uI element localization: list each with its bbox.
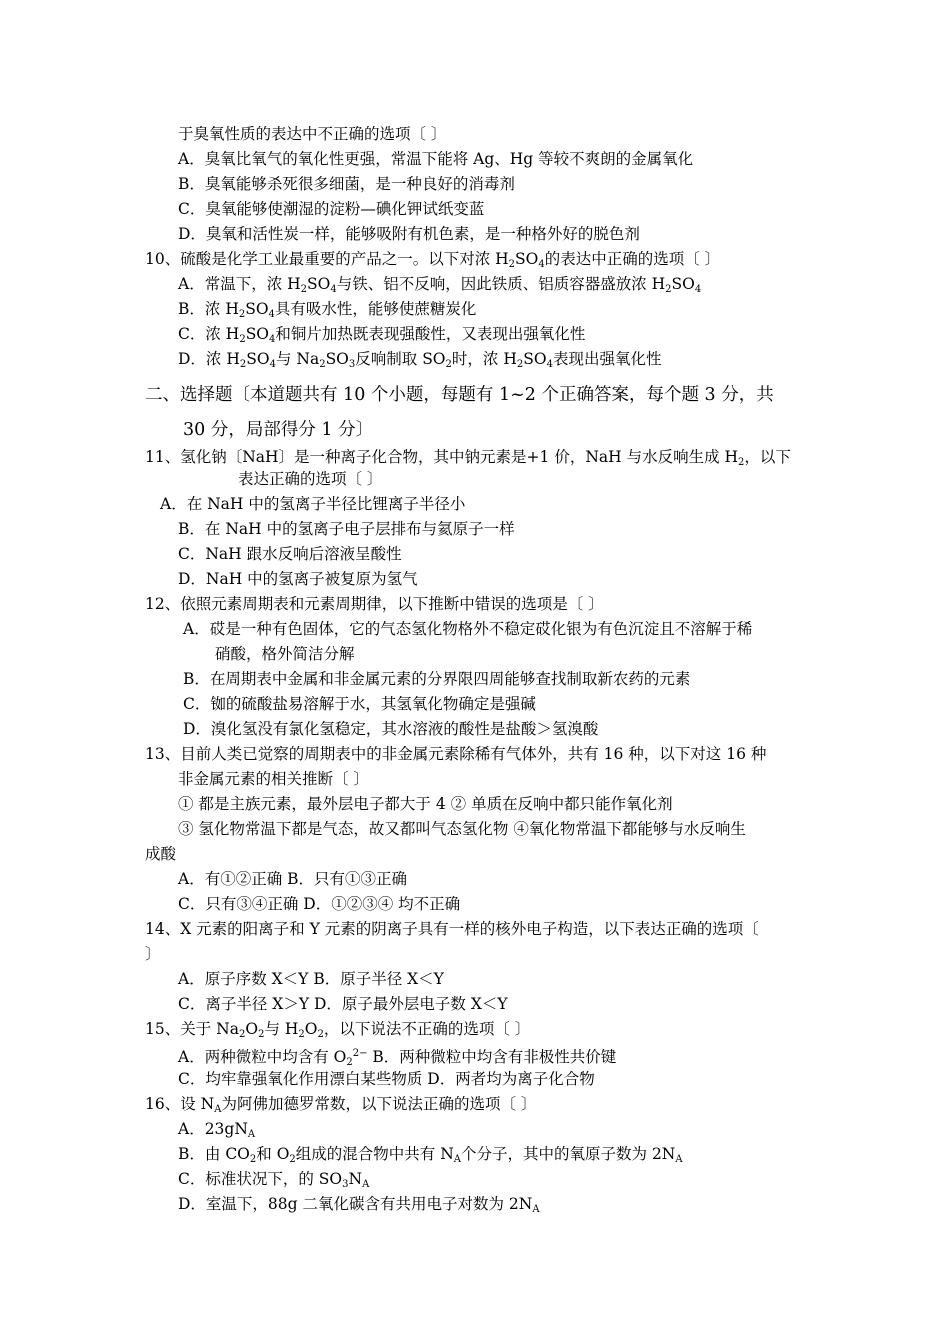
text-line: 12、依照元素周期表和元素周期律，以下推断中错误的选项是〔 〕 (145, 595, 604, 613)
text-line: 成酸 (145, 845, 177, 863)
text-line: 16、设 $N_A$为阿佛加德罗常数，以下说法正确的选项〔 〕 (145, 1095, 537, 1115)
text-line: 二、选择题〔本道题共有 10 个小题，每题有 1~2 个正确答案，每个题 3 分，共 (145, 385, 774, 405)
text-line: C．只有③④正确 D．①②③④ 均不正确 (178, 895, 461, 913)
text-line: D．浓 $H_2SO_4$与 $Na_2SO_3$反响制取 $SO_2$时，浓 $H_2SO_4$表现出强氧化性 (178, 350, 662, 370)
text-line: 11、氢化钠〔NaH〕是一种离子化合物，其中钠元素是+1 价，NaH 与水反响生成 $H_2$，以下 (145, 448, 791, 468)
text-line: A．常温下，浓 $H_2SO_4$与铁、铝不反响，因此铁质、铝质容器盛放浓 $H_2SO_4$ (178, 275, 702, 295)
text-line: A．臭氧比氧气的氧化性更强，常温下能将 Ag、Hg 等较不爽朗的金属氧化 (178, 150, 694, 168)
text-line: 非金属元素的相关推断〔 〕 (178, 770, 369, 788)
text-line: C．标准状况下，的 $SO_3N_A$ (178, 1170, 370, 1190)
text-line: C．均牢靠强氧化作用漂白某些物质 D．两者均为离子化合物 (178, 1070, 595, 1088)
text-line: C．铷的硫酸盐易溶解于水，其氢氧化物确定是强碱 (183, 695, 536, 713)
text-line: 于臭氧性质的表达中不正确的选项〔 〕 (178, 125, 447, 143)
text-line: D．臭氧和活性炭一样，能够吸附有机色素，是一种格外好的脱色剂 (178, 225, 640, 243)
text-line: ① 都是主族元素，最外层电子都大于 4 ② 单质在反响中都只能作氧化剂 (178, 795, 673, 813)
text-line: B．由 $CO_2$和 $O_2$组成的混合物中共有 $N_A$个分子，其中的氧原子数为 $2N_A$ (178, 1145, 683, 1165)
text-line: ③ 氢化物常温下都是气态，故又都叫气态氢化物 ④氧化物常温下都能够与水反响生 (178, 820, 746, 838)
text-line: A．原子序数 X＜Y B．原子半径 X＜Y (178, 970, 444, 988)
text-line: 10、硫酸是化学工业最重要的产品之一。以下对浓 $H_2SO_4$的表达中正确的选项〔 〕 (145, 250, 721, 270)
text-line: D．溴化氢没有氯化氢稳定，其水溶液的酸性是盐酸＞氢溴酸 (183, 720, 599, 738)
text-line: B．在周期表中金属和非金属元素的分界限四周能够查找制取新农药的元素 (183, 670, 691, 688)
text-line: C．臭氧能够使潮湿的淀粉—碘化钾试纸变蓝 (178, 200, 485, 218)
text-line: B．臭氧能够杀死很多细菌，是一种良好的消毒剂 (178, 175, 515, 193)
text-line: A．砹是一种有色固体，它的气态氢化物格外不稳定砹化银为有色沉淀且不溶解于稀 (183, 620, 753, 638)
text-line: 30 分，局部得分 1 分〕 (183, 420, 374, 440)
text-line: D．NaH 中的氢离子被复原为氢气 (178, 570, 418, 588)
text-line: 表达正确的选项〔 〕 (238, 470, 383, 488)
text-line: A．在 NaH 中的氢离子半径比锂离子半径小 (160, 495, 466, 513)
text-line: C．浓 $H_2SO_4$和铜片加热既表现强酸性，又表现出强氧化性 (178, 325, 586, 345)
text-line: 〕 (145, 945, 161, 963)
text-line: B．在 NaH 中的氢离子电子层排布与氦原子一样 (178, 520, 515, 538)
text-line: 14、X 元素的阳离子和 Y 元素的阴离子具有一样的核外电子构造，以下表达正确的选项〔 (145, 920, 759, 938)
text-line: A．有①②正确 B．只有①③正确 (178, 870, 408, 888)
text-line: 13、目前人类已觉察的周期表中的非金属元素除稀有气体外，共有 16 种，以下对这 16 种 (145, 745, 767, 763)
text-line: A．两种微粒中均含有 $O_2^{2-}$ B．两种微粒中均含有非极性共价键 (178, 1048, 617, 1068)
text-line: 15、关于 $Na_2O_2$与 $H_2O_2$，以下说法不正确的选项〔 〕 (145, 1020, 531, 1040)
text-line: C．离子半径 X＞Y D．原子最外层电子数 X＜Y (178, 995, 508, 1013)
text-line: D．室温下，88g 二氧化碳含有共用电子对数为 $2N_A$ (178, 1195, 540, 1215)
text-line: C．NaH 跟水反响后溶液呈酸性 (178, 545, 402, 563)
text-line: 硝酸，格外简洁分解 (215, 645, 355, 663)
text-line: A．$23gN_A$ (178, 1120, 256, 1140)
text-line: B．浓 $H_2SO_4$具有吸水性，能够使蔗糖炭化 (178, 300, 477, 320)
